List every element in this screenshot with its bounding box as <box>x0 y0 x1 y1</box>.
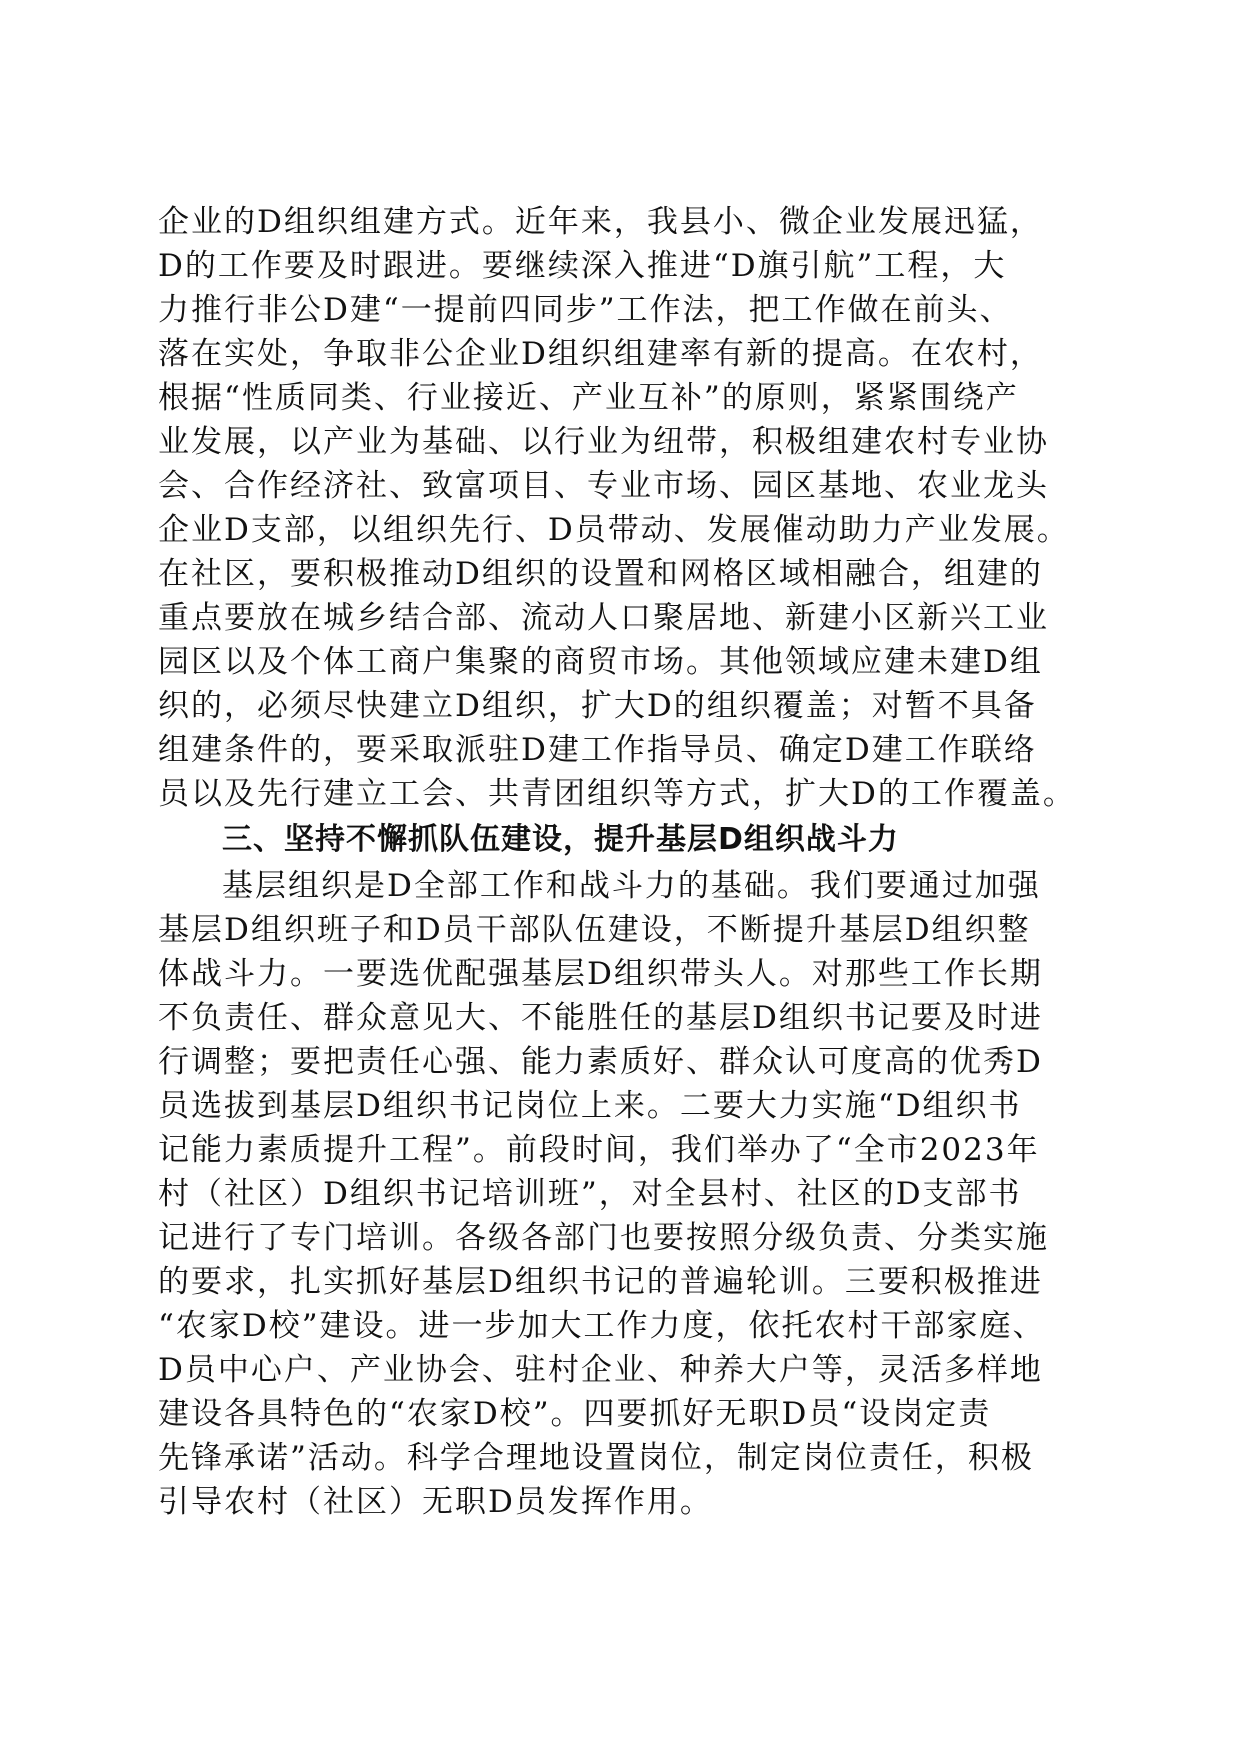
text-line: 不负责任、群众意见大、不能胜任的基层D组织书记要及时进 <box>158 1000 1043 1036</box>
text-line: 建设各具特色的“农家D校”。四要抓好无职D员“设岗定责 <box>158 1396 992 1432</box>
text-line: “农家D校”建设。进一步加大工作力度，依托农村干部家庭、 <box>158 1308 1046 1344</box>
text-line: 员以及先行建立工会、共青团组织等方式，扩大D的工作覆盖。 <box>158 776 1076 812</box>
text-line: 组建条件的，要采取派驻D建工作指导员、确定D建工作联络 <box>158 732 1037 768</box>
text-line: 先锋承诺”活动。科学合理地设置岗位，制定岗位责任，积极 <box>158 1440 1034 1476</box>
text-line: 企业的D组织组建方式。近年来，我县小、微企业发展迅猛， <box>158 204 1043 240</box>
text-line: 基层组织是D全部工作和战斗力的基础。我们要通过加强 <box>222 868 1041 904</box>
text-line: 落在实处，争取非公企业D组织组建率有新的提高。在农村， <box>158 336 1043 372</box>
section-heading: 三、坚持不懈抓队伍建设，提升基层D组织战斗力 <box>222 822 899 857</box>
text-line: 员选拔到基层D组织书记岗位上来。二要大力实施“D组织书 <box>158 1088 1022 1124</box>
text-line: 记进行了专门培训。各级各部门也要按照分级负责、分类实施 <box>158 1220 1049 1256</box>
text-line: 基层D组织班子和D员干部队伍建设，不断提升基层D组织整 <box>158 912 1031 948</box>
text-line: 织的，必须尽快建立D组织，扩大D的组织覆盖；对暂不具备 <box>158 688 1037 724</box>
text-line: 行调整；要把责任心强、能力素质好、群众认可度高的优秀D <box>158 1044 1043 1080</box>
text-line: D的工作要及时跟进。要继续深入推进“D旗引航”工程，大 <box>158 248 1007 284</box>
text-line: 记能力素质提升工程”。前段时间，我们举办了“全市2023年 <box>158 1132 1040 1168</box>
text-line: 在社区，要积极推动D组织的设置和网格区域相融合，组建的 <box>158 556 1043 592</box>
text-line: D员中心户、产业协会、驻村企业、种养大户等，灵活多样地 <box>158 1352 1043 1388</box>
text-line: 根据“性质同类、行业接近、产业互补”的原则，紧紧围绕产 <box>158 380 1019 416</box>
text-line: 体战斗力。一要选优配强基层D组织带头人。对那些工作长期 <box>158 956 1043 992</box>
text-line: 企业D支部，以组织先行、D员带动、发展催动助力产业发展。 <box>158 512 1070 548</box>
text-line: 园区以及个体工商户集聚的商贸市场。其他领域应建未建D组 <box>158 644 1043 680</box>
text-line: 力推行非公D建“一提前四同步”工作法，把工作做在前头、 <box>158 292 1013 328</box>
text-line: 会、合作经济社、致富项目、专业市场、园区基地、农业龙头 <box>158 468 1049 504</box>
text-line: 的要求，扎实抓好基层D组织书记的普遍轮训。三要积极推进 <box>158 1264 1043 1300</box>
text-line: 重点要放在城乡结合部、流动人口聚居地、新建小区新兴工业 <box>158 600 1049 636</box>
text-line: 引导农村（社区）无职D员发挥作用。 <box>158 1484 713 1520</box>
text-line: 村（社区）D组织书记培训班”，对全县村、社区的D支部书 <box>158 1176 1022 1212</box>
text-line: 业发展，以产业为基础、以行业为纽带，积极组建农村专业协 <box>158 424 1049 460</box>
